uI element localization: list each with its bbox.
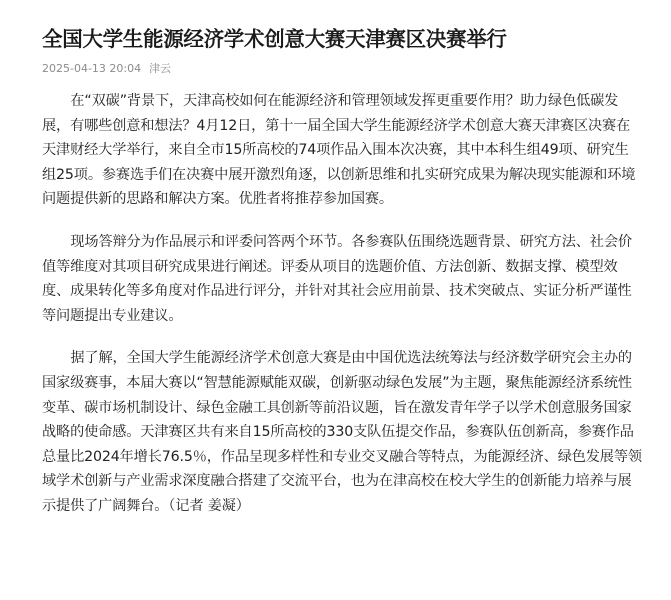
article [42, 22, 642, 537]
article-paragraph: 现场答辩分为作品展示和评委问答两个环节。各参赛队伍围绕选题背景、研究方法、社会价值等维度对其项目研究成果进行阐述。评委从项目的选题价值、方法创新、数据支撑、模型效度、成果转化等多角度对作品进行评分，并针对其社会应用前景、技术突破点、实证分析严谨性等问题提出专业建议。 [42, 233, 632, 324]
article-title: 全国大学生能源经济学术创意大赛天津赛区决赛举行 [42, 27, 507, 51]
article-paragraph: 在“双碳”背景下，天津高校如何在能源经济和管理领域发挥更重要作用？助力绿色低碳发展，有哪些创意和想法？4月12日，第十一届全国大学生能源经济学术创意大赛天津赛区决赛在天津财经大学举行，来自全市15所高校的74项作品入围本次决赛，其中本科生组49项、研究生组25项。参赛选手们在决赛中展开激烈角逐，以创新思维和扎实研究成果为解决现实能源和环境问题提供新的思路和解决方案。优胜者将推荐参加国赛。 [42, 93, 636, 208]
article-meta [42, 61, 642, 77]
article-source: 津云 [149, 62, 172, 75]
article-paragraph: 据了解，全国大学生能源经济学术创意大赛是由中国优选法统筹法与经济数学研究会主办的国家级赛事，本届大赛以“智慧能源赋能双碳，创新驱动绿色发展”为主题，聚焦能源经济系统性变革、碳市场机制设计、绿色金融工具创新等前沿议题，旨在激发青年学子以学术创意服务国家战略的使命感。天津赛区共有来自15所高校的330支队伍提交作品，参赛队伍创新高，参赛作品总量比2024年增长76.5％，作品呈现多样性和专业交叉融合等特点，为能源经济、绿色发展等领域学术创新与产业需求深度融合搭建了交流平台，也为在津高校在校大学生的创新能力培养与展示提供了广阔舞台。（记者 姜凝） [42, 350, 642, 514]
article-body [42, 89, 642, 519]
publish-date: 2025-04-13 20:04 [42, 62, 142, 75]
